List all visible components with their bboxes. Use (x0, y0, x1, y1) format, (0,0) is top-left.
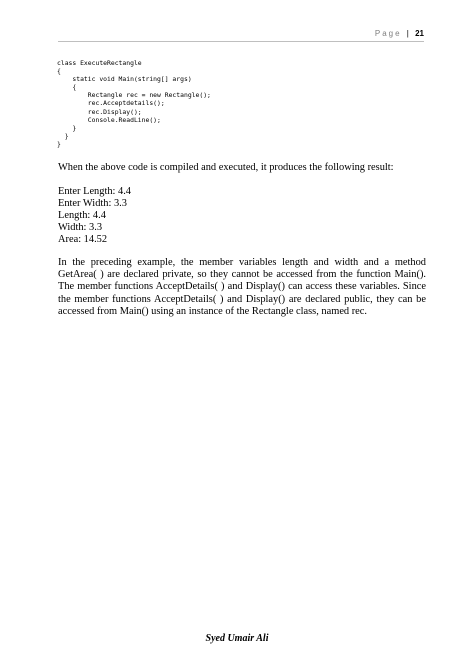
code-line: } (57, 139, 61, 148)
code-line: static void Main(string[] args) (57, 75, 192, 84)
code-line: rec.Acceptdetails(); (57, 99, 165, 108)
code-line: Console.ReadLine(); (57, 115, 161, 124)
page-label: Page (374, 29, 402, 38)
page-header (375, 29, 424, 38)
code-line: { (57, 83, 77, 92)
result-line: Enter Length: 4.4 (58, 186, 132, 197)
code-block (57, 59, 211, 148)
result-line: Width: 3.3 (58, 222, 103, 234)
page-number: 21 (415, 29, 424, 38)
result-line: Length: 4.4 (58, 210, 106, 222)
code-line: } (57, 123, 77, 132)
header-rule (58, 41, 424, 42)
code-line: Rectangle rec = new Rectangle(); (57, 91, 211, 100)
result-block (58, 186, 131, 246)
code-line: } (57, 131, 69, 140)
intro-paragraph: When the above code is compiled and executed, it produces the following result: (58, 162, 394, 173)
code-line: rec.Display(); (57, 107, 142, 116)
page-footer: Syed Umair Ali (205, 633, 269, 644)
page-separator: | (406, 29, 409, 38)
explanation-paragraph: In the preceding example, the member variables length and width and a method GetArea( ) are declared private, so they cannot be accessed from the function Main(). The member functions AcceptDetails( ) and Display() can access these variables. Since the member functions AcceptDetails( ) and Display() are declared public, they can be accessed from Main() using an instance of the Rectangle class, named rec. (58, 257, 426, 317)
result-line: Enter Width: 3.3 (58, 198, 127, 210)
result-line: Area: 14.52 (58, 234, 108, 246)
code-line: class ExecuteRectangle (57, 59, 142, 67)
code-line: { (57, 67, 61, 76)
